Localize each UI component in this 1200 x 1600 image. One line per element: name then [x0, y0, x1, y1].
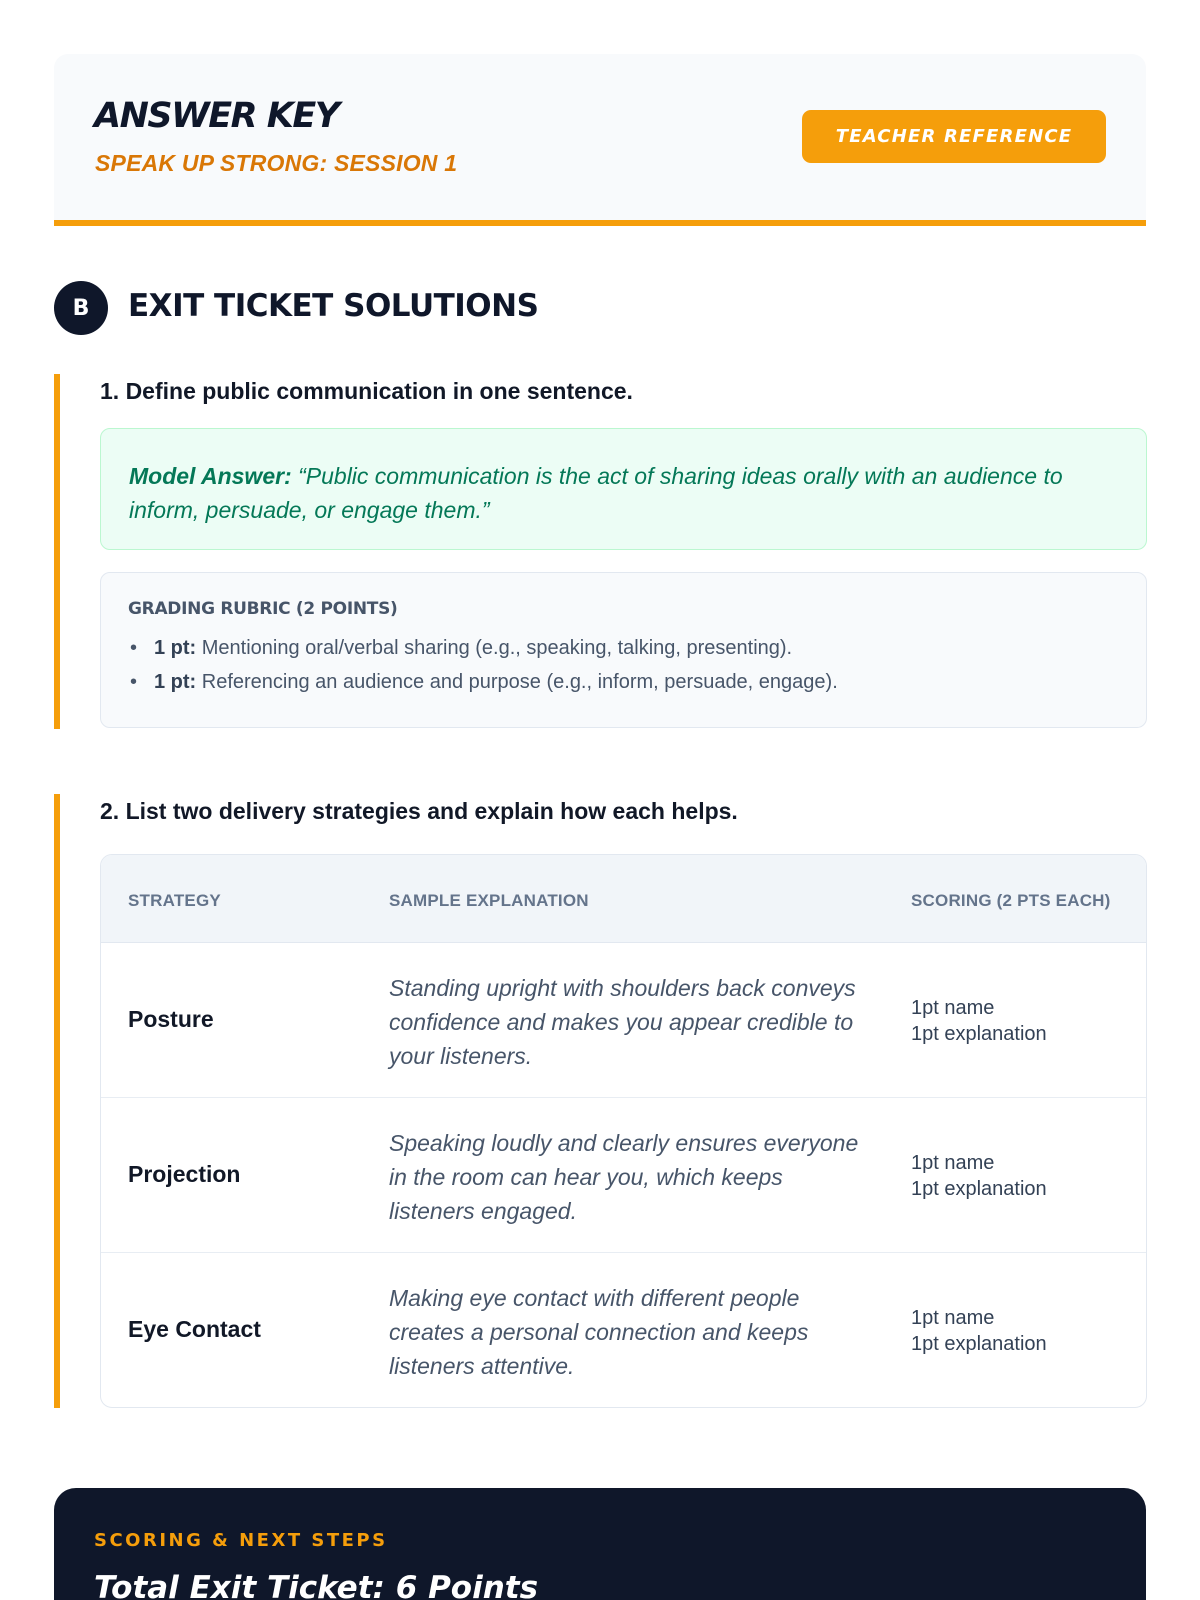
footer-total: Total Exit Ticket: 6 Points	[94, 1570, 539, 1600]
rubric-item	[128, 665, 1119, 699]
score-line: 1pt name	[911, 1307, 995, 1329]
page-title: ANSWER KEY	[94, 96, 339, 136]
score-line: 1pt name	[911, 1152, 995, 1174]
score-line: 1pt explanation	[911, 1333, 1047, 1355]
scoring-footer	[54, 1488, 1146, 1600]
answer-key-header	[54, 54, 1146, 226]
score-line: 1pt explanation	[911, 1178, 1047, 1200]
table-row	[101, 943, 1146, 1098]
section-title: EXIT TICKET SOLUTIONS	[128, 288, 539, 324]
grading-rubric-box	[100, 572, 1147, 728]
rubric-title: GRADING RUBRIC (2 POINTS)	[128, 599, 398, 619]
strategy-scoring	[911, 995, 1047, 1047]
strategy-explanation: Standing upright with shoulders back conveys confidence and makes you appear credible to your listeners.	[389, 975, 856, 1069]
strategy-name: Eye Contact	[128, 1316, 261, 1342]
question-1-text: 1. Define public communication in one sentence.	[100, 378, 633, 404]
rubric-list	[128, 631, 1119, 699]
column-header-strategy: STRATEGY	[128, 891, 221, 910]
strategy-scoring	[911, 1150, 1047, 1202]
rubric-item-text: Mentioning oral/verbal sharing (e.g., speaking, talking, presenting).	[196, 637, 793, 659]
column-header-explanation: SAMPLE EXPLANATION	[389, 891, 589, 910]
question-1-block	[54, 374, 1146, 729]
page-subtitle: SPEAK UP STRONG: SESSION 1	[95, 150, 458, 176]
model-answer-box	[100, 428, 1147, 550]
footer-label: SCORING & NEXT STEPS	[94, 1530, 388, 1551]
rubric-item-text: Referencing an audience and purpose (e.g., inform, persuade, engage).	[196, 671, 838, 693]
teacher-reference-badge: TEACHER REFERENCE	[802, 110, 1106, 163]
model-answer-label: Model Answer:	[129, 463, 292, 489]
rubric-item	[128, 631, 1119, 665]
section-letter-badge: B	[54, 281, 108, 335]
strategy-explanation: Speaking loudly and clearly ensures everyone in the room can hear you, which keeps listeners engaged.	[389, 1130, 859, 1224]
rubric-item-points: 1 pt:	[154, 637, 197, 659]
score-line: 1pt explanation	[911, 1023, 1047, 1045]
strategies-table	[100, 854, 1147, 1408]
table-row	[101, 1253, 1146, 1408]
table-header	[101, 855, 1146, 943]
strategy-explanation: Making eye contact with different people creates a personal connection and keeps listeners attentive.	[389, 1285, 809, 1379]
strategy-scoring	[911, 1305, 1047, 1357]
question-2-block	[54, 794, 1146, 1408]
rubric-item-points: 1 pt:	[154, 671, 197, 693]
table-row	[101, 1098, 1146, 1253]
column-header-scoring: SCORING (2 PTS EACH)	[911, 891, 1111, 910]
score-line: 1pt name	[911, 997, 995, 1019]
strategy-name: Projection	[128, 1161, 241, 1187]
strategy-name: Posture	[128, 1006, 214, 1032]
question-2-text: 2. List two delivery strategies and explain how each helps.	[100, 798, 738, 824]
model-answer-text: “Public communication is the act of sharing ideas orally with an audience to inform, persuade, or engage them.”	[129, 463, 1063, 523]
